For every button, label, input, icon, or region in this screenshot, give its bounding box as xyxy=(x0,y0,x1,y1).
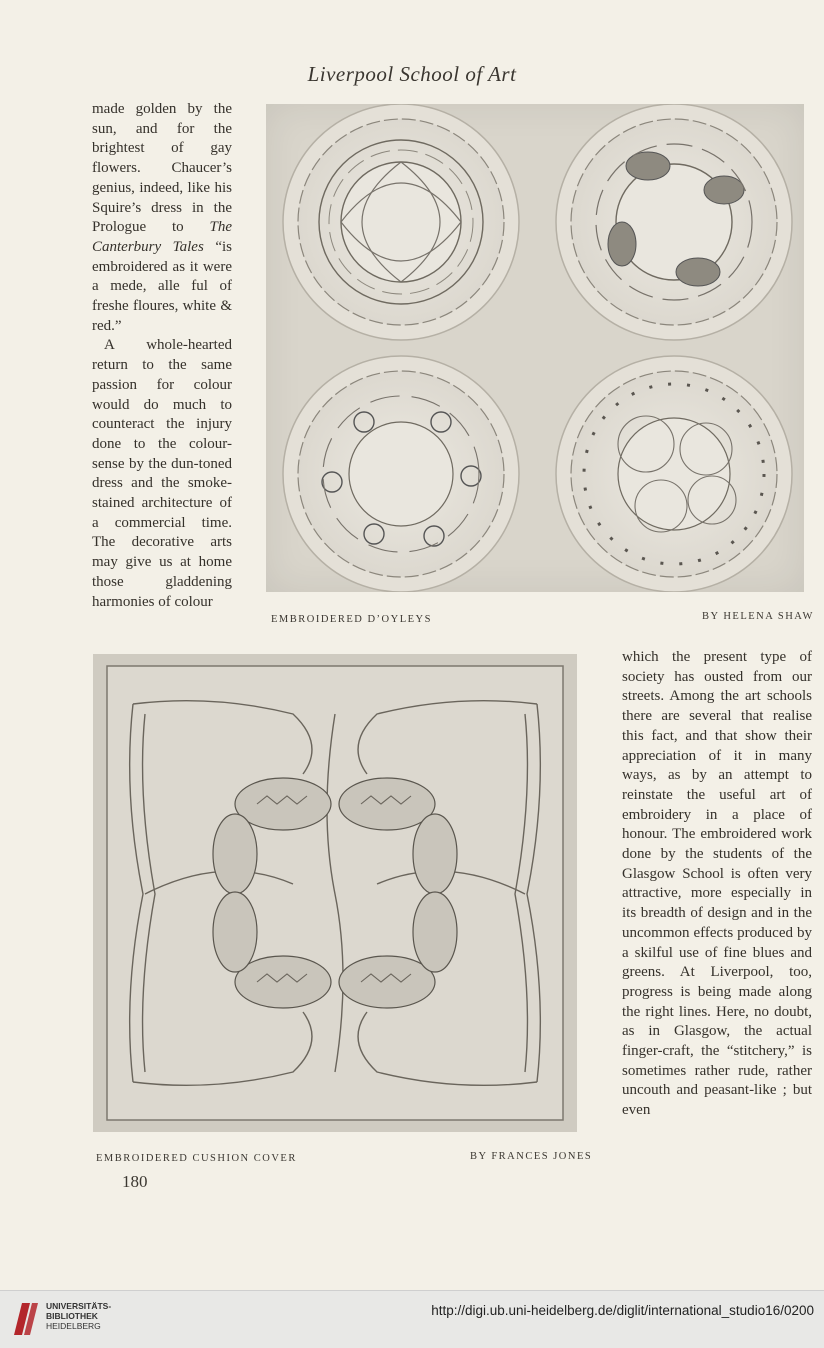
paragraph-2: A whole-hearted return to the same passion for colour would do much to counteract the injury done to the colour-sense by the dun-toned dress and the smoke-stained architecture of a commercial time. The decorative arts may give us at home those gladdening harmonies of colour xyxy=(92,337,232,610)
cushion-photograph xyxy=(93,654,577,1132)
logo-line-1: UNIVERSITÄTS- xyxy=(46,1301,112,1311)
caption-doilies-author: BY HELENA SHAW xyxy=(702,611,814,622)
paragraph-1 xyxy=(92,100,232,336)
library-logo-icon xyxy=(10,1299,40,1343)
doily-bottom-left xyxy=(283,356,519,592)
right-text-column: which the present type of society has ousted from our streets. Among the art schools there are several that realise this fact, and that show their appreciation of it in many ways, as by an attempt to reinstate the useful art of embroidery in a place of honour. The embroidered work done by the students of the Glasgow School is often very attractive, more especially in its breadth of design and in the uncommon effects produced by a skilful use of fine blues and greens. At Liverpool, too, progress is being made along the right lines. Here, no doubt, as in Glasgow, the actual finger-craft, the “stitchery,” is sometimes rather rude, rather uncouth and peasant-like ; but even xyxy=(622,649,812,1119)
caption-cushion-title: EMBROIDERED CUSHION COVER xyxy=(96,1153,297,1164)
doily-top-left xyxy=(283,104,519,340)
paragraph-1-text: made golden by the sun, and for the brightest of gay flowers. Chaucer’s genius, indeed, like his Squire’s dress in the Prologue to xyxy=(92,101,232,236)
doily-bottom-right xyxy=(556,356,792,592)
permalink[interactable]: http://digi.ub.uni-heidelberg.de/diglit/international_studio16/0200 xyxy=(431,1303,814,1318)
viewer-footer xyxy=(0,1290,824,1348)
doily-top-right xyxy=(556,104,792,340)
running-head: Liverpool School of Art xyxy=(307,62,517,86)
doilies-illustration xyxy=(266,104,804,592)
logo-line-2: BIBLIOTHEK xyxy=(46,1311,98,1321)
left-text-column xyxy=(92,100,232,612)
page-number: 180 xyxy=(122,1172,148,1191)
doilies-photograph xyxy=(266,104,804,592)
book-title: The Canterbury Tales xyxy=(92,219,232,255)
library-logo-text xyxy=(46,1301,111,1331)
caption-doilies-title: EMBROIDERED D’OYLEYS xyxy=(271,614,432,625)
cushion-illustration xyxy=(93,654,577,1132)
paragraph-1-quote: “is embroidered as it were a mede, alle ful of freshe floures, white & red.” xyxy=(92,238,232,334)
logo-line-3: HEIDELBERG xyxy=(46,1321,101,1331)
caption-cushion-author: BY FRANCES JONES xyxy=(470,1151,593,1162)
